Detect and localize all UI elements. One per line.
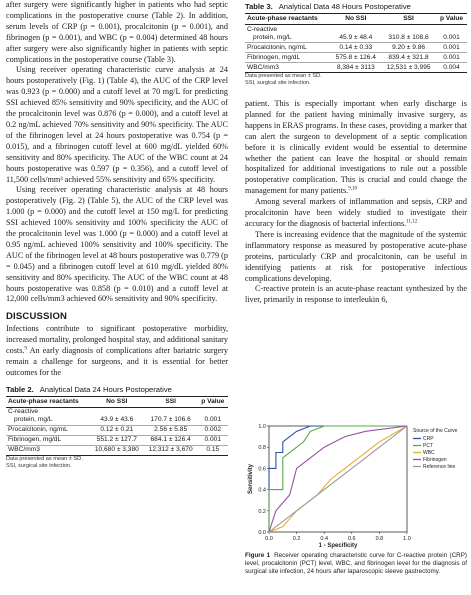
y-tick-label: 0.4: [258, 487, 266, 494]
table-cell: [6, 407, 90, 425]
table2-label: Table 2.: [6, 384, 34, 394]
legend-entry: Reference line: [423, 464, 456, 470]
table3-header-ssi: SSI: [381, 14, 436, 25]
table-cell: WBC/mm3: [245, 63, 330, 73]
figure-1: [245, 422, 467, 550]
discussion-paragraph-2: [245, 99, 467, 197]
table-cell: WBC/mm3: [6, 445, 90, 455]
table-cell: 0.12 ± 0.21: [90, 425, 144, 435]
table2-note-2: SSI, surgical site infection.: [6, 462, 72, 469]
table-cell: 0.14 ± 0.33: [330, 43, 381, 53]
discussion-text-a: Infections contribute to significant postoperative morbidity, increased mortality, prolonged hospital stay, and additional sanitary costs.: [6, 324, 228, 356]
figure-1-caption-text: Receiver operating characteristic curve for C-reactive protein (CRP) level, procalcitonin (PCT) level, WBC, and fibrinogen level for the diagnosis of surgical site infection, 24 hours after laparoscopic sleeve gastrectomy.: [245, 552, 467, 575]
table2-header-no-ssi: No SSI: [90, 396, 144, 407]
citation-sup: 9: [24, 346, 27, 352]
discussion-paragraph-1: [6, 324, 228, 379]
cell-label: C-reactive: [8, 408, 39, 416]
table2-header-p: p Value: [198, 396, 228, 407]
figure-1-caption: [245, 552, 467, 576]
citation-sup: 9,10: [348, 186, 357, 192]
legend-entry: CRP: [423, 436, 434, 442]
table-cell: 575.8 ± 126.4: [330, 53, 381, 63]
table-cell: 45.9 ± 48.4: [330, 25, 381, 43]
table-row: [6, 445, 228, 455]
legend-title: Source of the Curve: [413, 428, 458, 434]
table-row: [245, 63, 467, 73]
table-cell: 0.001: [436, 53, 467, 63]
table-cell: 684.1 ± 126.4: [144, 435, 198, 445]
table-cell: Fibrinogen, mg/dL: [245, 53, 330, 63]
results-paragraph-3: Using receiver operating characteristic analysis at 48 hours postoperatively (Fig. 2) (Table 5), the AUC of the CRP level was 1.000 (p = 0.000) and the cutoff level at 150 mg/L for predicting SSI achieved 100% sensitivity and 100% specificity the AUC of the procalcitonin level was 1.000 (p = 0.000) and a cutoff level at 0.95 ng/mL achieved 100% sensitivity and 100% specificity. The AUC of the fibrinogen level at 48 hours postoperative was 0.779 (p = 0.045) and a fibrinogen cutoff level at 610 mg/dL yielded 80% sensitivity and 80% specificity. The AUC of the WBC count at 48 hours postoperative was 0.858 (p = 0.010) and a cutoff level at 12,000 cells/mm3 achieved 60% sensitivity and 90% specificity.: [6, 185, 228, 304]
table3: [245, 13, 467, 73]
table2-note-1: Data presented as mean ± SD.: [6, 455, 83, 462]
discussion-text-c: patient. This is especially important when early discharge is planned for the patient having minimally invasive surgery, as happens in ERAS programs. In these cases, providing a marker that can alert the surgeon to development of a septic complication before it is clinically evident would be essential to determine whether the patient can leave the hospital or should remain hospitalized for additional investigations to rule out a possible postoperative complication. This is crucial and could change the management for many patients.: [245, 99, 467, 196]
table3-note-2: SSI, surgical site infection.: [245, 80, 311, 86]
y-tick-label: 1.0: [258, 424, 266, 430]
table-cell: 0.001: [436, 25, 467, 43]
x-tick-label: 0.8: [375, 536, 384, 542]
table2-header-ssi: SSI: [144, 396, 198, 407]
table-cell: 0.001: [198, 435, 228, 445]
y-tick-label: 0.0: [258, 530, 266, 536]
table3-title: [245, 2, 467, 11]
table-row: [245, 53, 467, 63]
table3-header-reactants: Acute-phase reactants: [245, 14, 330, 25]
legend-entry: WBC: [423, 450, 435, 456]
x-tick-label: 1.0: [403, 536, 411, 542]
citation-sup: 11,12: [406, 219, 418, 225]
discussion-text-b: An early diagnosis of complications after bariatric surgery remain a challenge for surgeons, and it is essential for better outcomes for the: [6, 346, 228, 377]
legend-entry: PCT: [423, 443, 433, 449]
table-cell: 2.56 ± 5.85: [144, 425, 198, 435]
discussion-paragraph-4: There is increasing evidence that the magnitude of the systemic inflammatory response as measured by postoperative acute-phase proteins, particularly CRP and procalcitonin, can be useful in identifying patients at risk for postoperative infectious complications developing.: [245, 229, 467, 283]
left-column: [6, 0, 228, 470]
discussion-paragraph-3: [245, 197, 467, 230]
cell-label-sub: protein, mg/L: [253, 33, 292, 41]
table2-caption: Analytical Data 24 Hours Postoperative: [39, 384, 172, 394]
y-tick-label: 0.2: [258, 508, 266, 515]
table2: [6, 396, 228, 456]
table-cell: 10,680 ± 3,380: [90, 445, 144, 455]
x-tick-label: 0.2: [292, 536, 301, 542]
results-paragraph-2: Using receiver operating characteristic curve analysis at 24 hours postoperatively (Fig. 1) (Table 4), the AUC of the CRP level was 0.923 (p = 0.000) and a cutoff level at 70 mg/L for predicting SSI achieved 85% sensitivity and 90% specificity, and the AUC of the procalcitonin level was 0.876 (p = 0.000), and a cutoff level at 0.2 ng/mL achieved 70% sensitivity and 90% specificity. The AUC of the fibrinogen level at 24 hours postoperative was 0.754 (p = 0.015), and a fibrinogen cutoff level at 600 mg/dL yielded 60% sensitivity and 80% specificity. The AUC of the WBC count at 24 hours postoperative was 0.597 (p = 0.356), and a cutoff level of 11,500 cells/mm³ achieved 55% sensitivity and 65% specificity.: [6, 65, 228, 184]
table-row: [6, 407, 228, 425]
legend-entry: Fibrinogen: [423, 457, 447, 463]
discussion-paragraph-5: C-reactive protein is an acute-phase reactant synthesized by the liver, primarily in response to interleukin 6,: [245, 284, 467, 305]
results-paragraph-1: after surgery were significantly higher in patients who had septic complications in the postoperative course (Table 2). In addition, serum levels of CRP (p = 0.001), procalcitonin (p = 0.001), and fibrinogen (p = 0.001), and WBC (p = 0.004) determined 48 hours after surgery were also significantly higher in patients with septic complications in the postoperative course (Table 3).: [6, 0, 228, 64]
table3-header-p: p Value: [436, 14, 467, 25]
table-cell: 551.2 ± 127.7: [90, 435, 144, 445]
table-cell: 839.4 ± 321.8: [381, 53, 436, 63]
table-cell: 0.001: [436, 43, 467, 53]
table-cell: 0.002: [198, 425, 228, 435]
y-tick-label: 0.6: [258, 466, 266, 473]
table2-title: [6, 385, 228, 394]
x-tick-label: 0.0: [265, 536, 273, 542]
discussion-text-d: Among several markers of inflammation and sepsis, CRP and procalcitonin have been widely studied to investigate their accuracy for the diagnosis of bacterial infections.: [245, 197, 467, 228]
table-cell: 0.001: [198, 407, 228, 425]
table3-note-1: Data presented as mean ± SD.: [245, 73, 322, 79]
table-cell: [245, 25, 330, 43]
table3-header-no-ssi: No SSI: [330, 14, 381, 25]
table-cell: 170.7 ± 106.6: [144, 407, 198, 425]
cell-label-sub: protein, mg/L: [14, 416, 53, 424]
table-cell: 9.20 ± 9.86: [381, 43, 436, 53]
table-cell: Fibrinogen, mg/dL: [6, 435, 90, 445]
x-tick-label: 0.4: [320, 536, 329, 542]
table2-header-reactants: Acute-phase reactants: [6, 396, 90, 407]
table-cell: 310.8 ± 108.6: [381, 25, 436, 43]
table3-label: Table 3.: [245, 2, 273, 11]
y-axis-label: Sensitivity: [248, 463, 254, 495]
table-row: [245, 25, 467, 43]
table-cell: 8,384 ± 3113: [330, 63, 381, 73]
table-cell: 43.9 ± 43.6: [90, 407, 144, 425]
table-row: [245, 43, 467, 53]
table-row: [6, 425, 228, 435]
cell-label: C-reactive: [247, 25, 278, 33]
right-column: [245, 0, 467, 306]
table-cell: Procalcitonin, ng/mL: [6, 425, 90, 435]
table-cell: 0.15: [198, 445, 228, 455]
table-cell: 0.004: [436, 63, 467, 73]
roc-chart: [245, 422, 467, 550]
table-row: [6, 435, 228, 445]
x-tick-label: 0.6: [347, 536, 356, 542]
table3-caption: Analytical Data 48 Hours Postoperative: [278, 2, 411, 11]
table-cell: 12,531 ± 3,995: [381, 63, 436, 73]
figure-1-label: Figure 1: [245, 552, 271, 559]
y-tick-label: 0.8: [258, 445, 266, 452]
table-cell: 12,312 ± 3,670: [144, 445, 198, 455]
x-axis-label: 1 - Specificity: [318, 543, 358, 549]
table-cell: Procalcitonin, ng/mL: [245, 43, 330, 53]
discussion-heading: DISCUSSION: [6, 311, 68, 323]
